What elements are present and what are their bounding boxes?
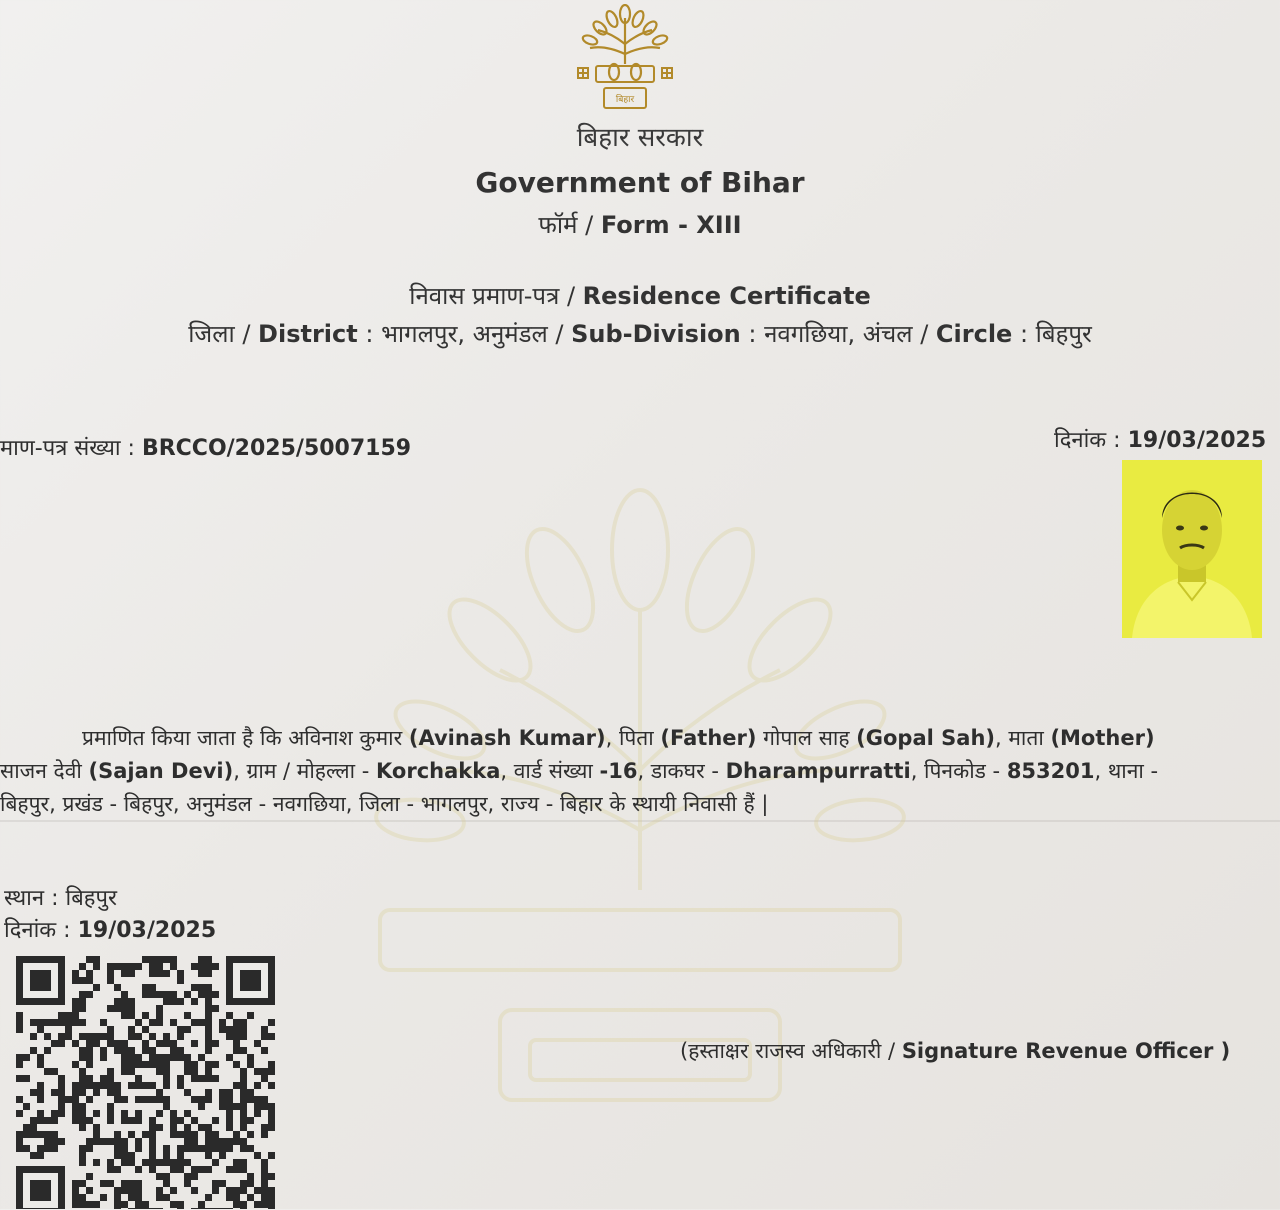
- applicant-photo-graphic: [1122, 460, 1262, 638]
- issue-date-value: 19/03/2025: [1127, 428, 1267, 453]
- father-label-english: (Father): [660, 726, 757, 750]
- footer-date-label: दिनांक :: [4, 918, 71, 943]
- applicant-name-english: (Avinash Kumar): [408, 726, 606, 750]
- form-label-english: Form - XIII: [600, 211, 742, 239]
- paragraph-text: , डाकघर -: [637, 759, 726, 783]
- paragraph-text: प्रमाणित किया जाता है कि अविनाश कुमार: [82, 726, 409, 750]
- circle-label-english: Circle: [935, 320, 1013, 348]
- father-name-english: (Gopal Sah): [856, 726, 995, 750]
- subdivision-value: नवगछिया: [764, 320, 848, 348]
- footer-date-value: 19/03/2025: [77, 918, 217, 943]
- place-label: स्थान :: [4, 886, 59, 911]
- signature-caption-hindi: (हस्ताक्षर राजस्व अधिकारी /: [680, 1039, 896, 1063]
- state-title-hindi: बिहार सरकार: [576, 123, 704, 153]
- issue-date: [1054, 424, 1266, 454]
- bihar-emblem-icon: [570, 4, 680, 112]
- applicant-photo: [1122, 460, 1262, 638]
- issue-date-label: दिनांक :: [1054, 428, 1121, 453]
- paragraph-text: , वार्ड संख्या: [500, 759, 600, 783]
- mother-label-english: (Mother): [1050, 726, 1155, 750]
- emblem-watermark-icon: [360, 470, 920, 1210]
- paragraph-text: साजन देवी: [0, 759, 89, 783]
- pincode: 853201: [1006, 759, 1095, 783]
- paragraph-line-2: [0, 755, 1276, 788]
- certification-paragraph: [0, 722, 1276, 821]
- place: [4, 882, 117, 912]
- paragraph-text: , पिता: [605, 726, 661, 750]
- subdivision-label-hindi: अनुमंडल: [472, 320, 548, 348]
- certificate-title-hindi: निवास प्रमाण-पत्र: [409, 282, 560, 310]
- district-value: भागलपुर: [381, 320, 458, 348]
- form-label-hindi: फॉर्म: [538, 211, 578, 239]
- paragraph-text: , थाना -: [1094, 759, 1159, 783]
- signature-caption: [680, 1037, 1230, 1065]
- certificate-number-label: माण-पत्र संख्या :: [0, 436, 135, 461]
- district-label-english: District: [258, 320, 358, 348]
- paragraph-text: , पिनकोड -: [910, 759, 1007, 783]
- paragraph-text: , माता: [995, 726, 1051, 750]
- circle-label-hindi: अंचल: [862, 320, 913, 348]
- village-name: Korchakka: [376, 759, 501, 783]
- paragraph-text: गोपाल साह: [756, 726, 857, 750]
- circle-value: बिहपुर: [1035, 320, 1092, 348]
- certificate-number-value: BRCCO/2025/5007159: [141, 436, 412, 461]
- paragraph-line-3: बिहपुर, प्रखंड - बिहपुर, अनुमंडल - नवगछिया, जिला - भागलपुर, राज्य - बिहार के स्थायी निवासी हैं |: [0, 792, 769, 816]
- signature-caption-english: Signature Revenue Officer ): [901, 1039, 1231, 1063]
- certificate-title-english: Residence Certificate: [582, 282, 871, 310]
- certificate-number: [0, 432, 411, 462]
- footer-date: [4, 914, 216, 944]
- form-number: फॉर्म / Form - XIII: [538, 211, 742, 239]
- emblem-label: बिहार: [615, 95, 635, 105]
- subdivision-label-english: Sub-Division: [571, 320, 741, 348]
- post-office-name: Dharampurratti: [725, 759, 911, 783]
- paragraph-text: , ग्राम / मोहल्ला -: [233, 759, 377, 783]
- certificate-title: निवास प्रमाण-पत्र / Residence Certificate: [409, 282, 871, 310]
- mother-name-english: (Sajan Devi): [88, 759, 234, 783]
- district-label-hindi: जिला: [188, 320, 235, 348]
- location-line: जिला / District : भागलपुर, अनुमंडल / Sub-Division : नवगछिया, अंचल / Circle : बिहपुर: [188, 320, 1092, 348]
- state-title-english: Government of Bihar: [475, 166, 805, 199]
- ward-number: -16: [599, 759, 638, 783]
- qr-code-icon: [16, 956, 278, 1209]
- paragraph-line-1: [0, 722, 1276, 755]
- place-value: बिहपुर: [65, 886, 117, 911]
